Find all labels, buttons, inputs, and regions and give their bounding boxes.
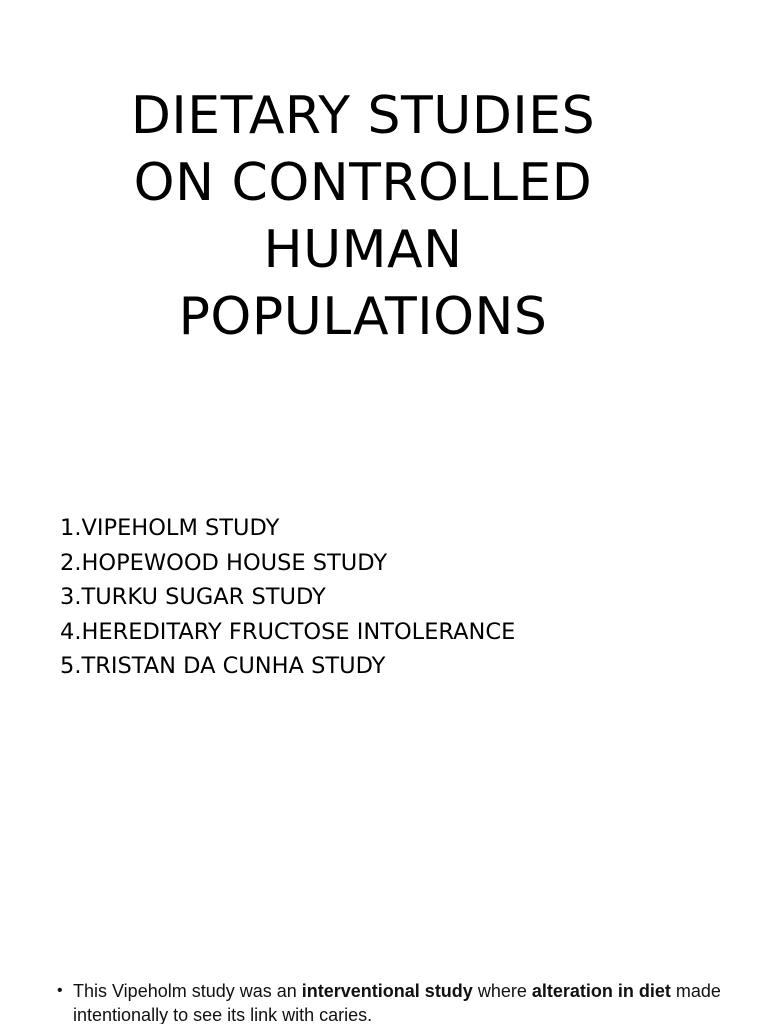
title-line-1: DIETARY STUDIES: [130, 86, 596, 146]
title-line-3: HUMAN: [263, 220, 463, 280]
list-item: 4.HEREDITARY FRUCTOSE INTOLERANCE: [60, 618, 516, 645]
page-title: [0, 83, 726, 351]
bullet-paragraph: [57, 979, 747, 1024]
bullet-text-1: This Vipeholm study was an: [73, 981, 302, 1001]
bullet-bold-1: interventional study: [301, 981, 473, 1001]
title-line-2: ON CONTROLLED: [133, 153, 593, 213]
list-item: 5.TRISTAN DA CUNHA STUDY: [60, 653, 386, 680]
list-item: 2.HOPEWOOD HOUSE STUDY: [60, 549, 388, 576]
bullet-row: [57, 979, 747, 1024]
title-line-4: POPULATIONS: [178, 287, 548, 347]
bullet-text-2: where: [472, 981, 532, 1001]
bullet-dot-icon: •: [57, 982, 63, 999]
bullet-text-3: made intentionally to see its link with caries.: [73, 981, 721, 1024]
list-item: 1.VIPEHOLM STUDY: [60, 515, 280, 541]
list-item: 3.TURKU SUGAR STUDY: [60, 584, 326, 611]
bullet-bold-2: alteration in diet: [531, 981, 671, 1001]
study-list: [60, 511, 515, 684]
